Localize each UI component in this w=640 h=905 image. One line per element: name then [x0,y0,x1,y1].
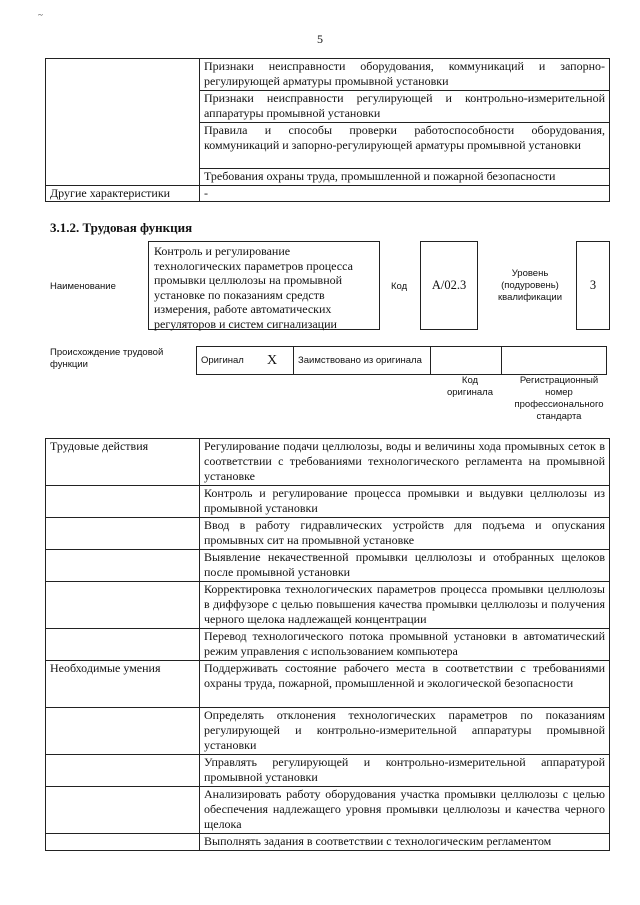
empty-label-cell [46,169,200,186]
table-row [46,169,610,186]
table-row [46,518,610,550]
top-requirements-table [45,58,610,202]
table-row [46,661,610,708]
labor-function-table [45,438,610,851]
level-value-box: 3 [576,241,610,330]
labor-action-item: Перевод технологического потока промывной установки в автоматический режим управления с использованием компьютера [200,629,610,661]
empty-label-cell [46,59,200,91]
page-number: 5 [317,32,323,46]
knowledge-item: Признаки неисправности оборудования, коммуникаций и запорно-регулирующей арматуры промывной установки [200,59,610,91]
labor-action-item: Ввод в работу гидравлических устройств для подъема и опускания промывных сит на промывной установке [200,518,610,550]
skill-item: Управлять регулирующей и контрольно-измерительной аппаратурой промывной установки [200,755,610,787]
knowledge-item: Правила и способы проверки работоспособности оборудования, коммуникаций и запорно-регулирующей арматуры промывной установки [200,123,610,169]
origin-label: Происхождение трудовой функции [50,347,164,370]
table-row [46,629,610,661]
code-original-label: Код оригинала [446,375,493,398]
skill-item: Анализировать работу оборудования участка промывки целлюлозы с целью обеспечения надлежащего уровня промывки целлюлозы и качества черного щелока [200,787,610,834]
table-row [46,123,610,169]
table-row [46,834,610,851]
table-row [46,59,610,91]
table-row [46,550,610,582]
registration-number-label: Регистрационный номер профессионального стандарта [514,375,604,422]
label-spacer [46,629,200,661]
original-code-cell [431,347,502,375]
knowledge-item: Требования охраны труда, промышленной и пожарной безопасности [200,169,610,186]
labor-action-item: Контроль и регулирование процесса промывки и выдувки целлюлозы из промывной установки [200,486,610,518]
labor-actions-label: Трудовые действия [46,439,200,486]
empty-label-cell [46,123,200,169]
required-skills-label: Необходимые умения [46,661,200,708]
original-check-mark: X [263,347,294,375]
section-heading: 3.1.2. Трудовая функция [50,220,193,235]
label-spacer [46,518,200,550]
table-row [46,186,610,202]
code-label: Код [391,281,408,292]
labor-action-item: Регулирование подачи целлюлозы, воды и величины хода промывных сеток в соответствии с требованиями технологического регламента на промывной установке [200,439,610,486]
corner-mark: ~ [38,10,43,20]
code-value-box: А/02.3 [420,241,478,330]
borrowed-label: Заимствовано из оригинала [294,347,431,375]
table-row [46,787,610,834]
table-row [46,582,610,629]
table-row [46,439,610,486]
other-characteristics-value: - [200,186,610,202]
label-spacer [46,834,200,851]
original-label: Оригинал [197,347,264,375]
empty-label-cell [46,91,200,123]
table-row [46,755,610,787]
registration-number-cell [502,347,607,375]
skill-item: Выполнять задания в соответствии с технологическим регламентом [200,834,610,851]
other-characteristics-label: Другие характеристики [46,186,200,202]
table-row [46,486,610,518]
name-label: Наименование [50,281,116,292]
function-name-box: Контроль и регулирование технологических параметров процесса промывки целлюлозы на промывной установке по показаниям средств измерения, работе автоматических регуляторов и систем сигнализации [148,241,380,330]
labor-action-item: Корректировка технологических параметров процесса промывки целлюлозы в диффузоре с целью повышения качества промывки целлюлозы и получения черного щелока надлежащей концентрации [200,582,610,629]
label-spacer [46,708,200,755]
table-row [46,91,610,123]
skill-item: Поддерживать состояние рабочего места в соответствии с требованиями охраны труда, пожарной, промышленной и экологической безопасности [200,661,610,708]
labor-action-item: Выявление некачественной промывки целлюлозы и отобранных щелоков после промывной установки [200,550,610,582]
origin-table [196,346,607,375]
skill-item: Определять отклонения технологических параметров по показаниям регулирующей и контрольно-измерительной аппаратуры промывной установки [200,708,610,755]
qualification-level-label: Уровень (подуровень) квалификации [497,268,563,303]
label-spacer [46,486,200,518]
table-row [46,708,610,755]
label-spacer [46,582,200,629]
table-row [197,347,607,375]
label-spacer [46,550,200,582]
knowledge-item: Признаки неисправности регулирующей и контрольно-измерительной аппаратуры промывной установки [200,91,610,123]
label-spacer [46,787,200,834]
label-spacer [46,755,200,787]
